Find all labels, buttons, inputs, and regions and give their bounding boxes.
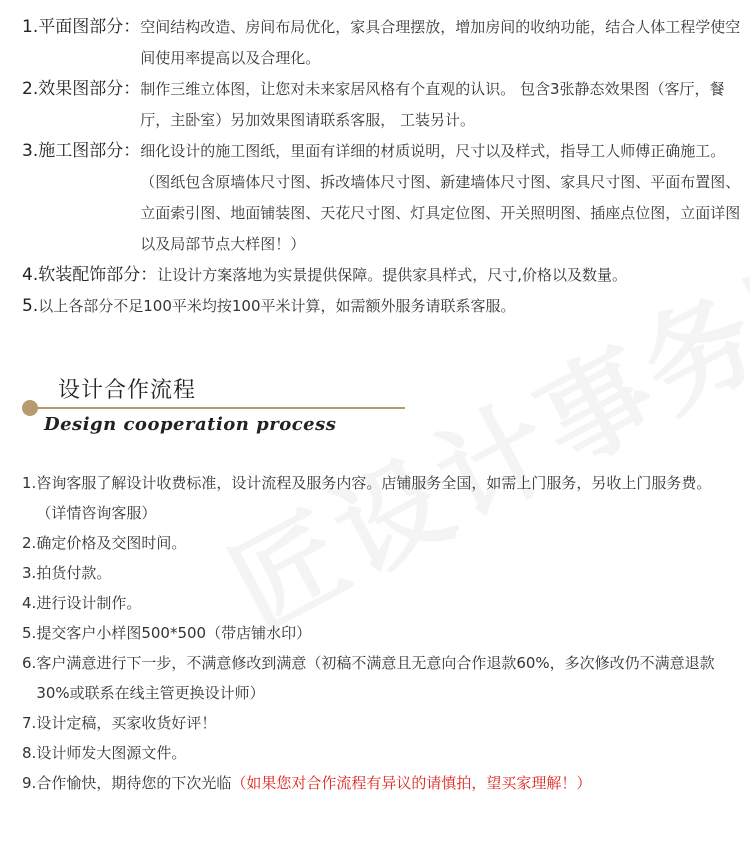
list-item xyxy=(22,468,732,528)
item-number: 1.平面图部分： xyxy=(22,17,141,37)
step-number: 9. xyxy=(22,774,37,792)
step-number: 1. xyxy=(22,474,37,492)
step-text: 咨询客服了解设计收费标准，设计流程及服务内容。店铺服务全国，如需上门服务，另收上门服务费。（详情咨询客服） xyxy=(36,474,712,522)
list-item xyxy=(22,291,742,322)
step-text: 拍货付款。 xyxy=(36,564,112,582)
step-number: 3. xyxy=(22,564,37,582)
list-item xyxy=(22,618,732,648)
step-text: 确定价格及交图时间。 xyxy=(36,534,187,552)
step-number: 7. xyxy=(22,714,37,732)
process-steps-list xyxy=(22,468,732,798)
item-text: 制作三维立体图，让您对未来家居风格有个直观的认识。 包含3张静态效果图（客厅，餐厅，主卧室）另加效果图请联系客服， 工装另计。 xyxy=(140,80,725,129)
list-item xyxy=(22,260,742,291)
list-item xyxy=(22,558,732,588)
service-scope-list xyxy=(22,12,742,322)
item-number: 5. xyxy=(22,296,39,316)
step-text xyxy=(36,768,732,798)
list-item xyxy=(22,12,742,74)
step-text: 提交客户小样图500*500（带店铺水印） xyxy=(36,624,312,642)
item-number: 4.软装配饰部分： xyxy=(22,265,158,285)
step-number: 2. xyxy=(22,534,37,552)
list-item xyxy=(22,528,732,558)
step-text: 设计师发大图源文件。 xyxy=(36,744,187,762)
list-item xyxy=(22,136,742,260)
list-item xyxy=(22,738,732,768)
step-number: 6. xyxy=(22,654,37,672)
list-item xyxy=(22,588,732,618)
item-text: 细化设计的施工图纸，里面有详细的材质说明，尺寸以及样式，指导工人师傅正确施工。（图纸包含原墙体尺寸图、拆改墙体尺寸图、新建墙体尺寸图、家具尺寸图、平面布置图、立面索引图、地面铺装图、天花尺寸图、灯具定位图、开关照明图、插座点位图，立面详图以及局部节点大样图！） xyxy=(140,142,741,253)
section-title: 设计合作流程 xyxy=(58,378,197,403)
step-main-text: 合作愉快，期待您的下次光临 xyxy=(36,774,232,792)
divider-line xyxy=(36,407,405,409)
step-number: 8. xyxy=(22,744,37,762)
list-item xyxy=(22,74,742,136)
list-item xyxy=(22,648,732,708)
step-warning-note: （如果您对合作流程有异议的请慎拍，望买家理解！） xyxy=(231,774,592,792)
step-text: 进行设计制作。 xyxy=(36,594,142,612)
item-text: 让设计方案落地为实景提供保障。提供家具样式，尺寸,价格以及数量。 xyxy=(157,266,628,284)
item-number: 2.效果图部分： xyxy=(22,79,141,99)
list-item xyxy=(22,708,732,738)
step-number: 4. xyxy=(22,594,37,612)
item-text: 空间结构改造、房间布局优化，家具合理摆放，增加房间的收纳功能，结合人体工程学使空间使用率提高以及合理化。 xyxy=(140,18,741,67)
step-text: 客户满意进行下一步，不满意修改到满意（初稿不满意且无意向合作退款60%，多次修改仍不满意退款30%或联系在线主管更换设计师） xyxy=(36,654,715,702)
list-item xyxy=(22,768,732,798)
item-number: 3.施工图部分： xyxy=(22,141,141,161)
section-subtitle: Design cooperation process xyxy=(44,414,337,435)
step-text: 设计定稿，买家收货好评！ xyxy=(36,714,217,732)
item-text: 以上各部分不足100平米均按100平米计算，如需额外服务请联系客服。 xyxy=(38,297,516,315)
step-number: 5. xyxy=(22,624,37,642)
